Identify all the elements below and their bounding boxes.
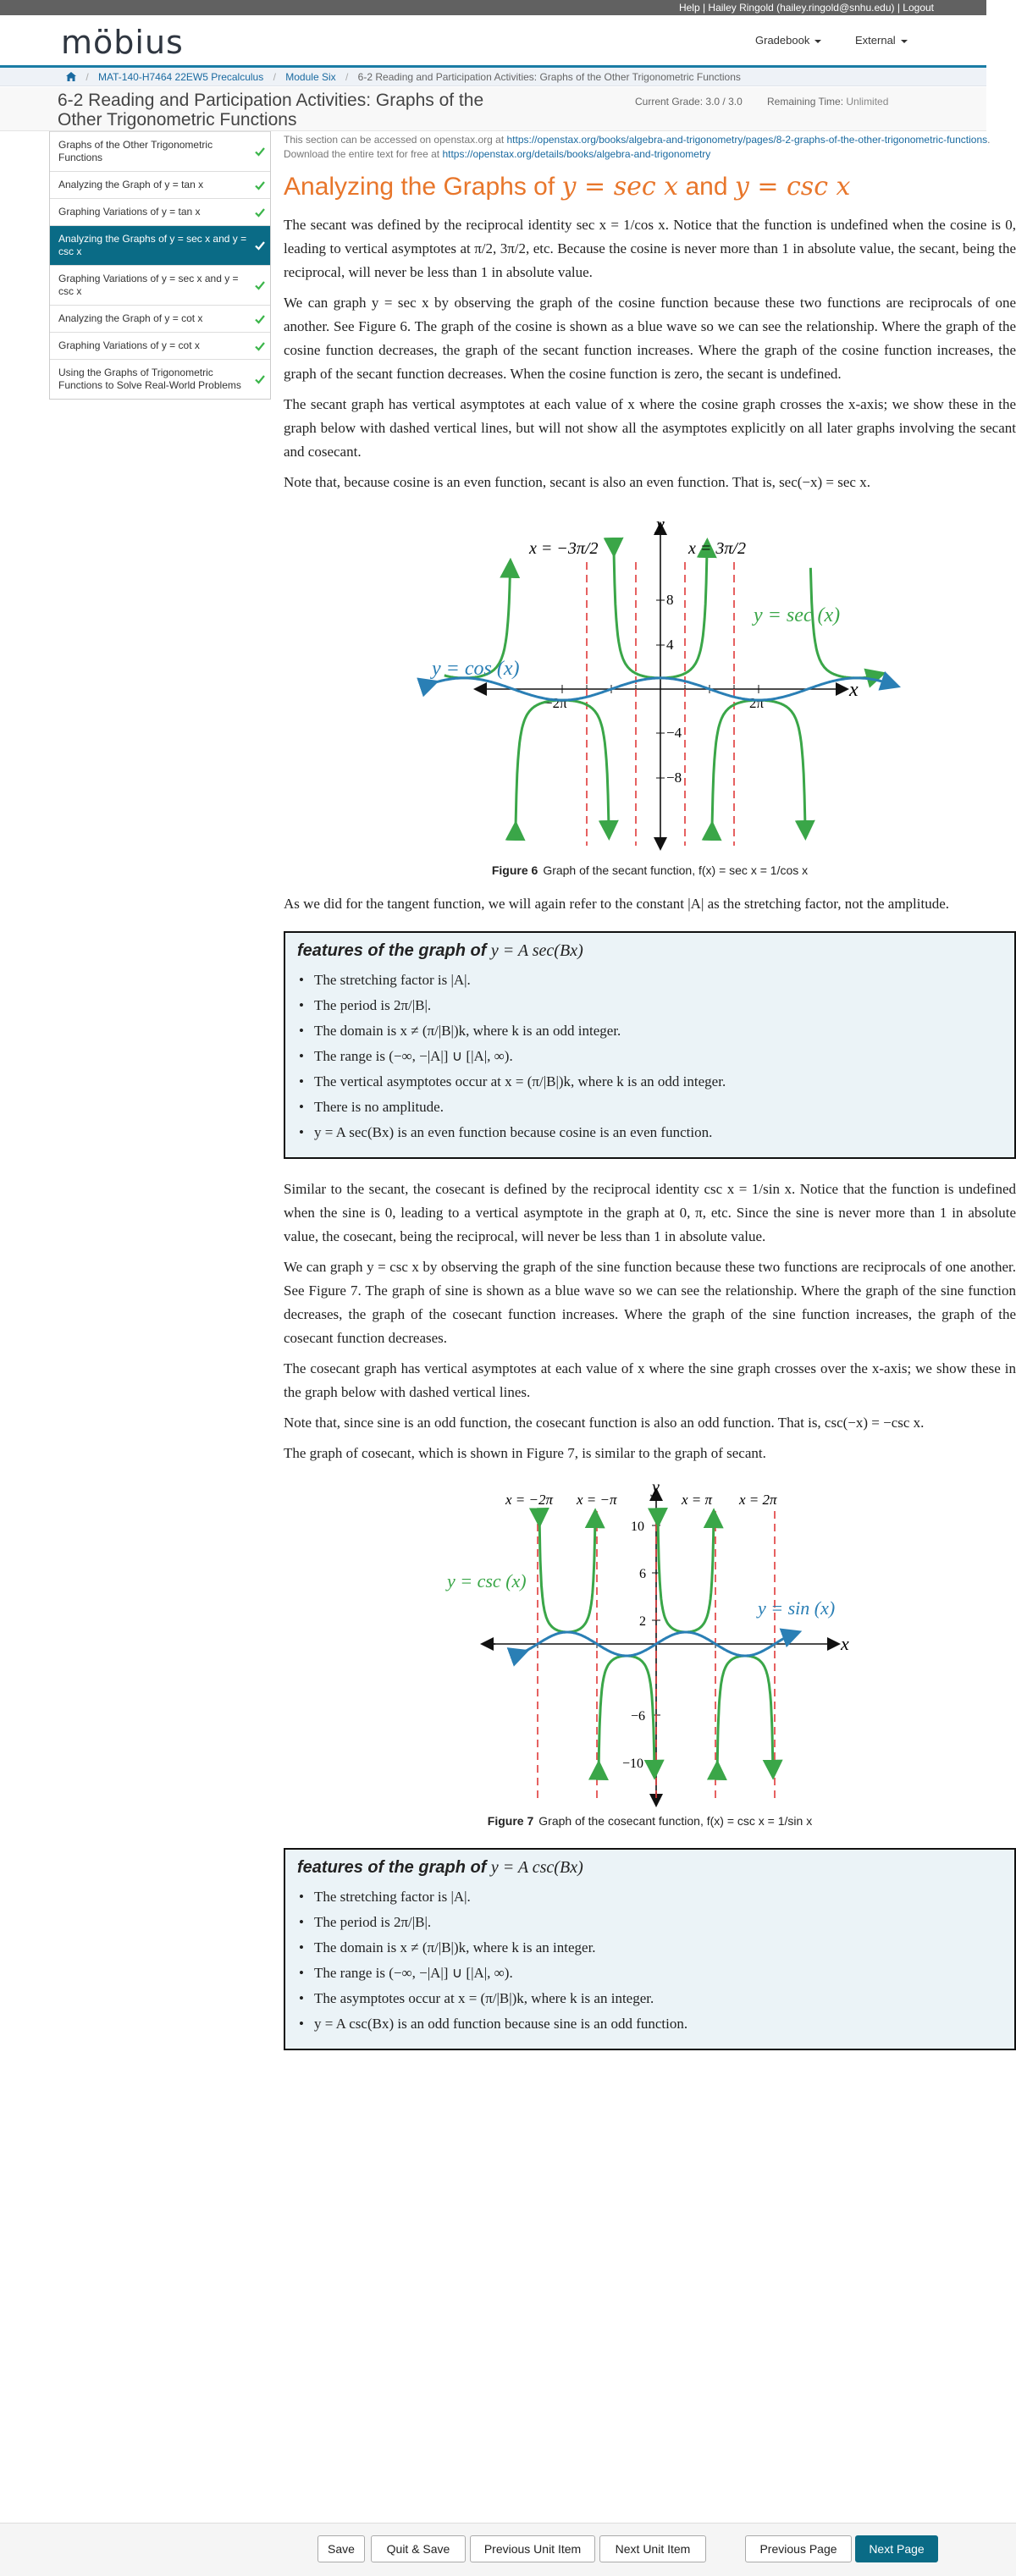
- asymptote-label: x = −π: [577, 1492, 617, 1508]
- checkmark-icon: [255, 374, 265, 384]
- y-tick-label: −10: [622, 1757, 644, 1771]
- paragraph: We can graph y = sec x by observing the graph of the cosine function because these two functions are reciprocals of one another. See Figure 6. The graph of the cosine is shown as a blue wave so we can see the relationship. Where the graph of the cosine function decreases, the graph of the secant function increases. Where the graph of the cosine function increases, the graph of the secant function decreases. When the cosine function is zero, the secant is undefined.: [284, 295, 1016, 382]
- asymptote-label: x = −3π/2: [529, 539, 599, 558]
- feature-item: • The range is (−∞, −|A|] ∪ [|A|, ∞).: [297, 1961, 1002, 1986]
- figure-caption: [284, 1814, 1016, 1828]
- box-title-text: features of the graph of: [297, 941, 491, 960]
- paragraph: We can graph y = csc x by observing the graph of the sine function because these two functions are reciprocals of one another. See Figure 7. The graph of sine is shown as a blue wave so we can see the relationship. Where the graph of the sine function decreases, the graph of the cosecant function increases. Where the graph of the sine function increases, the graph of the cosecant function decreases.: [284, 1259, 1016, 1346]
- gradebook-label: Gradebook: [755, 34, 810, 47]
- sidebar-item-variations-cot[interactable]: [50, 332, 270, 359]
- cosecant-branch: [658, 1518, 714, 1632]
- feature-box-title: [297, 1858, 1002, 1878]
- caption-text: Graph of the cosecant function, f(x) = csc x = 1/sin x: [538, 1814, 813, 1828]
- source-note: [284, 133, 1016, 162]
- y-tick-label: 6: [639, 1567, 646, 1581]
- reading-content: [284, 133, 1016, 2069]
- box-title-equation: y = A sec(Bx): [490, 941, 583, 960]
- grade-value: 3.0 / 3.0: [705, 96, 743, 108]
- user-link[interactable]: Hailey Ringold (hailey.ringold@snhu.edu): [708, 2, 895, 14]
- y-tick-label: 2: [639, 1614, 646, 1629]
- feature-box-title: [297, 941, 1002, 961]
- page-title: 6-2 Reading and Participation Activities: Graphs of the Other Trigonometric Functions: [58, 91, 484, 130]
- feature-item: • The period is 2π/|B|.: [297, 1910, 1002, 1935]
- sidebar-item-label: Analyzing the Graph of y = tan x: [58, 179, 204, 190]
- cosecant-branch: [539, 1518, 595, 1632]
- cosecant-branch: [717, 1656, 773, 1770]
- feature-item: • y = A csc(Bx) is an odd function because sine is an odd function.: [297, 2011, 1002, 2037]
- y-axis-label: y: [652, 1479, 660, 1497]
- paragraph: The secant graph has vertical asymptotes at each value of x where the cosine graph crosses the x-axis; we show these in the graph below with dashed vertical lines, but will not show all the asymptotes explicitly on all later graphs involving the secant and cosecant.: [284, 396, 1016, 460]
- note-text: . Download the entire text for free at: [284, 134, 991, 160]
- y-tick-label: 10: [631, 1520, 644, 1534]
- cosecant-branch: [599, 1656, 654, 1770]
- cosecant-label: y = csc (x): [447, 1570, 527, 1591]
- paragraph: The graph of cosecant, which is shown in Figure 7, is similar to the graph of secant.: [284, 1445, 766, 1461]
- x-axis-label: x: [841, 1633, 849, 1654]
- breadcrumb: / MAT-140-H7464 22EW5 Precalculus / Module Six / 6-2 Reading and Participation Activities: Graphs of the Other Trigonometric Functions: [0, 68, 986, 86]
- gradebook-menu[interactable]: [755, 34, 821, 47]
- chevron-down-icon: [901, 40, 908, 43]
- separator: |: [894, 2, 903, 14]
- feature-box-secant: [284, 931, 1016, 1159]
- next-page-button[interactable]: Next Page: [855, 2535, 938, 2562]
- previous-unit-button[interactable]: Previous Unit Item: [470, 2535, 595, 2562]
- box-title-equation: y = A csc(Bx): [490, 1858, 583, 1877]
- feature-item: • The asymptotes occur at x = (π/|B|)k, where k is an integer.: [297, 1986, 1002, 2011]
- feature-item: • The period is 2π/|B|.: [297, 993, 1002, 1018]
- asymptote-label: x = −2π: [505, 1492, 554, 1508]
- feature-item: • y = A sec(Bx) is an even function because cosine is an even function.: [297, 1120, 1002, 1145]
- checkmark-icon: [255, 280, 265, 290]
- mobius-logo[interactable]: möbius: [61, 24, 184, 61]
- y-tick-label: −4: [666, 725, 682, 741]
- x-axis-label: x: [849, 679, 859, 701]
- sidebar-item-analyzing-tan[interactable]: [50, 171, 270, 198]
- breadcrumb-course[interactable]: MAT-140-H7464 22EW5 Precalculus: [98, 71, 264, 83]
- section-sidebar: [49, 131, 271, 400]
- y-axis-label: y: [656, 513, 665, 534]
- heading-formula: y = csc x: [734, 172, 851, 201]
- box-title-text: features of the graph of: [297, 1858, 491, 1877]
- sidebar-item-variations-tan[interactable]: [50, 198, 270, 225]
- secant-label: y = sec (x): [754, 604, 841, 626]
- checkmark-icon: [255, 341, 265, 351]
- sidebar-item-real-world[interactable]: [50, 359, 270, 399]
- feature-item: • The vertical asymptotes occur at x = (π/|B|)k, where k is an odd integer.: [297, 1069, 1002, 1095]
- feature-item: • There is no amplitude.: [297, 1095, 1002, 1120]
- heading-formula: y = sec x: [561, 172, 679, 201]
- x-tick-label: −2π: [544, 695, 567, 711]
- help-link[interactable]: Help: [678, 2, 700, 14]
- y-tick-label: −6: [631, 1709, 646, 1724]
- separator: |: [699, 2, 709, 14]
- external-label: External: [855, 34, 896, 47]
- sidebar-item-label: Graphing Variations of y = cot x: [58, 339, 200, 351]
- checkmark-icon: [255, 146, 265, 157]
- sidebar-item-label: Using the Graphs of Trigonometric Functions to Solve Real-World Problems: [58, 367, 241, 391]
- sidebar-item-label: Graphs of the Other Trigonometric Functions: [58, 139, 213, 163]
- grade-label: Current Grade:: [635, 96, 704, 108]
- y-tick-label: 8: [666, 592, 674, 608]
- time-value: Unlimited: [846, 96, 889, 108]
- asymptote-label: x = 3π/2: [688, 539, 746, 558]
- note-text: This section can be accessed on openstax.org at: [284, 134, 507, 146]
- figure-6: [284, 511, 1016, 877]
- checkmark-icon: [255, 180, 265, 190]
- cosecant-graph: [284, 1479, 1016, 1809]
- secant-graph: [284, 511, 1016, 858]
- quit-save-button[interactable]: Quit & Save: [371, 2535, 466, 2562]
- logout-link[interactable]: Logout: [903, 2, 934, 14]
- sidebar-item-label: Graphing Variations of y = tan x: [58, 206, 201, 218]
- figure-caption: [284, 863, 1016, 877]
- paragraph: Note that, since sine is an odd function, the cosecant function is also an odd function. That is, csc(−x) = −csc x.: [284, 1415, 925, 1431]
- sine-label: y = sin (x): [758, 1597, 836, 1619]
- home-icon[interactable]: [66, 72, 76, 81]
- next-unit-button[interactable]: Next Unit Item: [599, 2535, 706, 2562]
- paragraph: The secant was defined by the reciprocal identity sec x = 1/cos x. Notice that the function is undefined when the cosine is 0, leading to vertical asymptotes at π/2, 3π/2, etc. Because the cosine is never more than 1 in absolute value, the secant, being the reciprocal, will never be less than 1 in absolute value.: [284, 217, 1016, 280]
- figure-number: Figure 6: [491, 863, 538, 877]
- feature-item: • The range is (−∞, −|A|] ∪ [|A|, ∞).: [297, 1044, 1002, 1069]
- paragraph: The cosecant graph has vertical asymptotes at each value of x where the sine graph crosses over the x-axis; we show these in the graph below with dashed vertical lines.: [284, 1360, 1016, 1400]
- feature-item: • The domain is x ≠ (π/|B|)k, where k is an odd integer.: [297, 1018, 1002, 1044]
- time-label: Remaining Time:: [767, 96, 844, 108]
- cosine-label: y = cos (x): [432, 658, 520, 680]
- external-menu[interactable]: [855, 34, 908, 47]
- save-button[interactable]: Save: [318, 2535, 365, 2562]
- sidebar-item-analyzing-sec-csc[interactable]: [50, 225, 270, 265]
- feature-item: • The stretching factor is |A|.: [297, 1884, 1002, 1910]
- x-tick-label: 2π: [749, 695, 765, 711]
- breadcrumb-module[interactable]: Module Six: [285, 71, 336, 83]
- title-bar: [0, 87, 986, 131]
- figure-7: [284, 1479, 1016, 1828]
- paragraph: As we did for the tangent function, we will again refer to the constant |A| as the stretching factor, not the amplitude.: [284, 896, 950, 912]
- remaining-time: [767, 96, 888, 108]
- sidebar-item-label: Analyzing the Graph of y = cot x: [58, 312, 203, 324]
- heading-text: and: [678, 173, 735, 201]
- y-tick-label: 4: [666, 637, 674, 653]
- navigation-footer: [0, 2523, 1016, 2576]
- feature-box-cosecant: [284, 1848, 1016, 2050]
- previous-page-button[interactable]: Previous Page: [745, 2535, 852, 2562]
- secant-branch: [712, 700, 805, 830]
- feature-item: • The stretching factor is |A|.: [297, 968, 1002, 993]
- checkmark-icon: [255, 314, 265, 324]
- section-heading: [284, 172, 1016, 201]
- sidebar-item-label: Graphing Variations of y = sec x and y = csc x: [58, 273, 239, 297]
- sidebar-item-variations-sec-csc[interactable]: [50, 265, 270, 305]
- openstax-section-link[interactable]: https://openstax.org/books/algebra-and-trigonometry/pages/8-2-graphs-of-the-other-trigonometric-functions: [506, 134, 988, 146]
- current-grade: [635, 96, 743, 108]
- sidebar-item-analyzing-cot[interactable]: [50, 305, 270, 332]
- paragraph: Note that, because cosine is an even function, secant is also an even function. That is, sec(−x) = sec x.: [284, 474, 870, 490]
- heading-text: Analyzing the Graphs of: [284, 173, 562, 201]
- asymptote-label: x = π: [682, 1492, 713, 1508]
- caption-text: Graph of the secant function, f(x) = sec x = 1/cos x: [543, 863, 809, 877]
- app-header: [0, 15, 986, 68]
- sidebar-item-graphs-other-trig[interactable]: [50, 131, 270, 171]
- chevron-down-icon: [814, 40, 821, 43]
- figure-number: Figure 7: [487, 1814, 534, 1828]
- breadcrumb-current: 6-2 Reading and Participation Activities: Graphs of the Other Trigonometric Functions: [357, 71, 741, 83]
- openstax-book-link[interactable]: https://openstax.org/details/books/algebra-and-trigonometry: [442, 148, 711, 160]
- paragraph: Similar to the secant, the cosecant is defined by the reciprocal identity csc x = 1/sin x. Notice that the function is undefined when the sine is 0, leading to a vertical asymptote in the graph at 0, π, etc. Since the sine is never more than 1 in absolute value, the cosecant, being the reciprocal, will never be less than 1 in absolute value.: [284, 1181, 1016, 1244]
- secant-branch: [516, 700, 609, 830]
- asymptote-label: x = 2π: [739, 1492, 777, 1508]
- y-tick-label: −8: [666, 769, 682, 786]
- feature-item: • The domain is x ≠ (π/|B|)k, where k is an integer.: [297, 1935, 1002, 1961]
- top-utility-bar: [0, 0, 986, 15]
- checkmark-icon: [255, 207, 265, 218]
- sidebar-item-label: Analyzing the Graphs of y = sec x and y = csc x: [58, 233, 247, 257]
- checkmark-icon: [255, 240, 265, 251]
